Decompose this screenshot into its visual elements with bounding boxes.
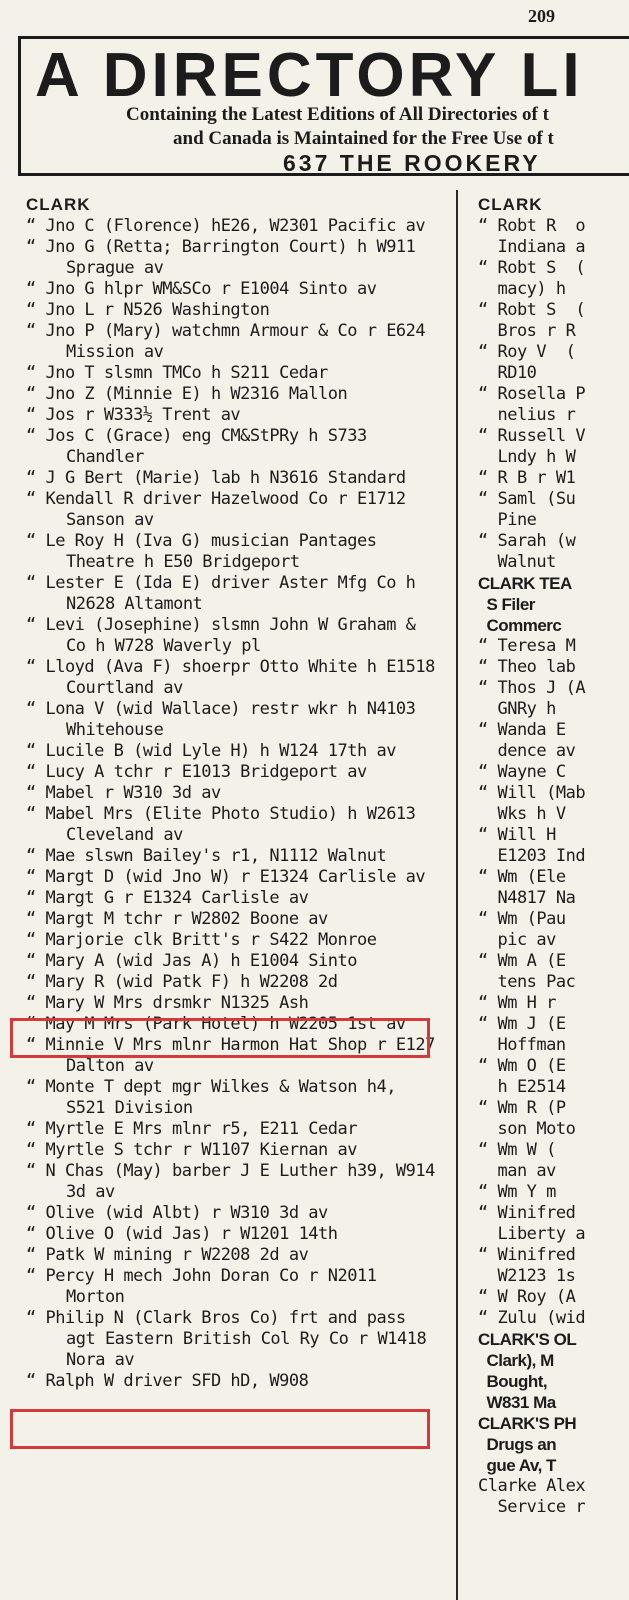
directory-entry: “ May M Mrs (Park Hotel) h W2205 1st av [26,1014,406,1034]
directory-entry: “ Olive O (wid Jas) r W1201 14th [26,1224,338,1244]
directory-entry: “ Will H [478,825,556,845]
directory-entry: “ Ralph W driver SFD hD, W908 [26,1371,309,1391]
directory-entry: Clarke Alex [478,1476,586,1496]
directory-entry: “ Lucile B (wid Lyle H) h W124 17th av [26,741,396,761]
directory-entry: N4817 Na [478,888,576,908]
directory-entry: “ Marjorie clk Britt's r S422 Monroe [26,930,377,950]
directory-entry: “ Robt R o [478,216,586,236]
directory-entry: “ Wm (Ele [478,867,566,887]
directory-entry: “ Lucy A tchr r E1013 Bridgeport av [26,762,367,782]
directory-heading-entry: Bought, [478,1372,548,1391]
right-entry-list [478,216,629,1518]
directory-entry: “ Winifred [478,1245,576,1265]
directory-entry: Hoffman [478,1035,566,1055]
directory-entry: “ Russell V [478,426,586,446]
directory-entry: “ Margt M tchr r W2802 Boone av [26,909,328,929]
directory-entry: “ W Roy (A [478,1287,576,1307]
directory-entry: “ Wm J (E [478,1014,566,1034]
directory-entry: “ N Chas (May) barber J E Luther h39, W914 3d av [26,1161,435,1202]
directory-entry: nelius r [478,405,576,425]
directory-entry: “ Olive (wid Albt) r W310 3d av [26,1203,328,1223]
directory-entry: GNRy h [478,699,556,719]
banner-subtitle-1: Containing the Latest Editions of All Directories of t [126,104,549,125]
highlight-box-mary-r [10,1018,430,1058]
directory-entry: “ Robt S ( [478,300,586,320]
directory-entry: “ Levi (Josephine) slsmn John W Graham & Co h W728 Waverly pl [26,615,416,656]
directory-entry: “ Theo lab [478,657,576,677]
directory-entry: “ Jos r W333½ Trent av [26,405,241,425]
directory-entry: h E2514 [478,1077,566,1097]
directory-entry: “ Mabel r W310 3d av [26,783,221,803]
directory-banner [18,36,629,176]
directory-entry: RD10 [478,363,537,383]
directory-entry: “ Lester E (Ida E) driver Aster Mfg Co h N2628 Altamont [26,573,416,614]
directory-entry: son Moto [478,1119,576,1139]
directory-heading-entry: Drugs an [478,1435,557,1454]
directory-entry: W2123 1s [478,1266,576,1286]
directory-entry: Indiana a [478,237,586,257]
highlight-box-patk-w [10,1409,430,1449]
directory-entry: Pine [478,510,537,530]
directory-entry: “ Mary A (wid Jas A) h E1004 Sinto [26,951,357,971]
directory-entry: dence av [478,741,576,761]
right-column-header: CLARK [478,195,543,214]
directory-entry: “ Saml (Su [478,489,576,509]
directory-entry: “ Jno C (Florence) hE26, W2301 Pacific av [26,216,426,236]
directory-entry: “ Le Roy H (Iva G) musician Pantages Theatre h E50 Bridgeport [26,531,377,572]
directory-entry: Walnut [478,552,556,572]
directory-entry: “ Mae slswn Bailey's r1, N1112 Walnut [26,846,387,866]
directory-entry: “ Robt S ( [478,258,586,278]
directory-entry: Service r [478,1497,586,1517]
directory-entry: “ Zulu (wid [478,1308,586,1328]
directory-entry: “ Jno Z (Minnie E) h W2316 Mallon [26,384,348,404]
directory-entry: “ Lloyd (Ava F) shoerpr Otto White h E1518 Courtland av [26,657,435,698]
left-column [26,194,444,1392]
banner-address: 637 THE ROOKERY [283,150,541,176]
right-column [478,194,629,1518]
directory-entry: “ Roy V ( [478,342,576,362]
directory-entry: “ Wm W ( [478,1140,556,1160]
directory-entry: tens Pac [478,972,576,992]
directory-entry: “ Jno P (Mary) watchmn Armour & Co r E624 Mission av [26,321,426,362]
directory-entry: “ Mabel Mrs (Elite Photo Studio) h W2613 Cleveland av [26,804,416,845]
directory-entry: “ Wm A (E [478,951,566,971]
directory-entry: “ Philip N (Clark Bros Co) frt and pass agt Eastern British Col Ry Co r W1418 Nora av [26,1308,427,1370]
directory-entry: “ Mary R (wid Patk F) h W2208 2d [26,972,338,992]
directory-entry: “ Myrtle S tchr r W1107 Kiernan av [26,1140,357,1160]
directory-entry: E1203 Ind [478,846,586,866]
directory-entry: “ Wm (Pau [478,909,566,929]
directory-entry: “ Jno G hlpr WM&SCo r E1004 Sinto av [26,279,377,299]
directory-heading-entry: Commerc [478,616,562,635]
directory-entry: “ J G Bert (Marie) lab h N3616 Standard [26,468,406,488]
directory-entry: “ Sarah (w [478,531,576,551]
directory-entry: “ Wm R (P [478,1098,566,1118]
directory-entry: “ Margt D (wid Jno W) r E1324 Carlisle av [26,867,426,887]
directory-entry: “ Patk W mining r W2208 2d av [26,1245,309,1265]
directory-entry: “ Wm O (E [478,1056,566,1076]
directory-entry: “ Percy H mech John Doran Co r N2011 Morton [26,1266,377,1307]
directory-entry: “ Wm H r [478,993,556,1013]
directory-entry: “ Margt G r E1324 Carlisle av [26,888,309,908]
directory-entry: “ Jno G (Retta; Barrington Court) h W911 Sprague av [26,237,416,278]
banner-title: A DIRECTORY LI [35,41,584,110]
directory-entry: “ Monte T dept mgr Wilkes & Watson h4, S521 Division [26,1077,396,1118]
directory-heading-entry: W831 Ma [478,1393,556,1412]
column-divider [456,190,458,1600]
directory-entry: “ Thos J (A [478,678,586,698]
directory-entry: “ Mary W Mrs drsmkr N1325 Ash [26,993,309,1013]
directory-entry: “ Lona V (wid Wallace) restr wkr h N4103 Whitehouse [26,699,416,740]
directory-entry: “ Kendall R driver Hazelwood Co r E1712 Sanson av [26,489,406,530]
directory-heading-entry: Clark), M [478,1351,554,1370]
directory-entry: “ R B r W1 [478,468,576,488]
directory-entry: Lndy h W [478,447,576,467]
directory-entry: Liberty a [478,1224,586,1244]
left-column-header: CLARK [26,195,91,214]
left-entry-list [26,216,444,1392]
directory-entry: man av [478,1161,556,1181]
directory-heading-entry: CLARK TEA [478,574,572,593]
directory-heading-entry: CLARK'S PH [478,1414,577,1433]
directory-entry: pic av [478,930,556,950]
directory-entry: Wks h V [478,804,566,824]
directory-heading-entry: gue Av, T [478,1456,556,1475]
directory-entry: “ Jos C (Grace) eng CM&StPRy h S733 Chandler [26,426,367,467]
directory-entry: “ Will (Mab [478,783,586,803]
banner-subtitle-2: and Canada is Maintained for the Free Use of t [173,128,554,149]
directory-entry: macy) h [478,279,566,299]
directory-entry: “ Winifred [478,1203,576,1223]
directory-entry: “ Wm Y m [478,1182,556,1202]
directory-entry: “ Wanda E [478,720,566,740]
directory-entry: “ Myrtle E Mrs mlnr r5, E211 Cedar [26,1119,357,1139]
directory-heading-entry: CLARK'S OL [478,1330,577,1349]
directory-entry: “ Rosella P [478,384,586,404]
directory-entry: “ Minnie V Mrs mlnr Harmon Hat Shop r E127 Dalton av [26,1035,435,1076]
directory-entry: “ Jno L r N526 Washington [26,300,270,320]
directory-entry: “ Wayne C [478,762,566,782]
directory-heading-entry: S Filer [478,595,535,614]
page-number: 209 [528,6,555,26]
directory-entry: “ Jno T slsmn TMCo h S211 Cedar [26,363,328,383]
directory-entry: Bros r R [478,321,576,341]
directory-entry: “ Teresa M [478,636,576,656]
